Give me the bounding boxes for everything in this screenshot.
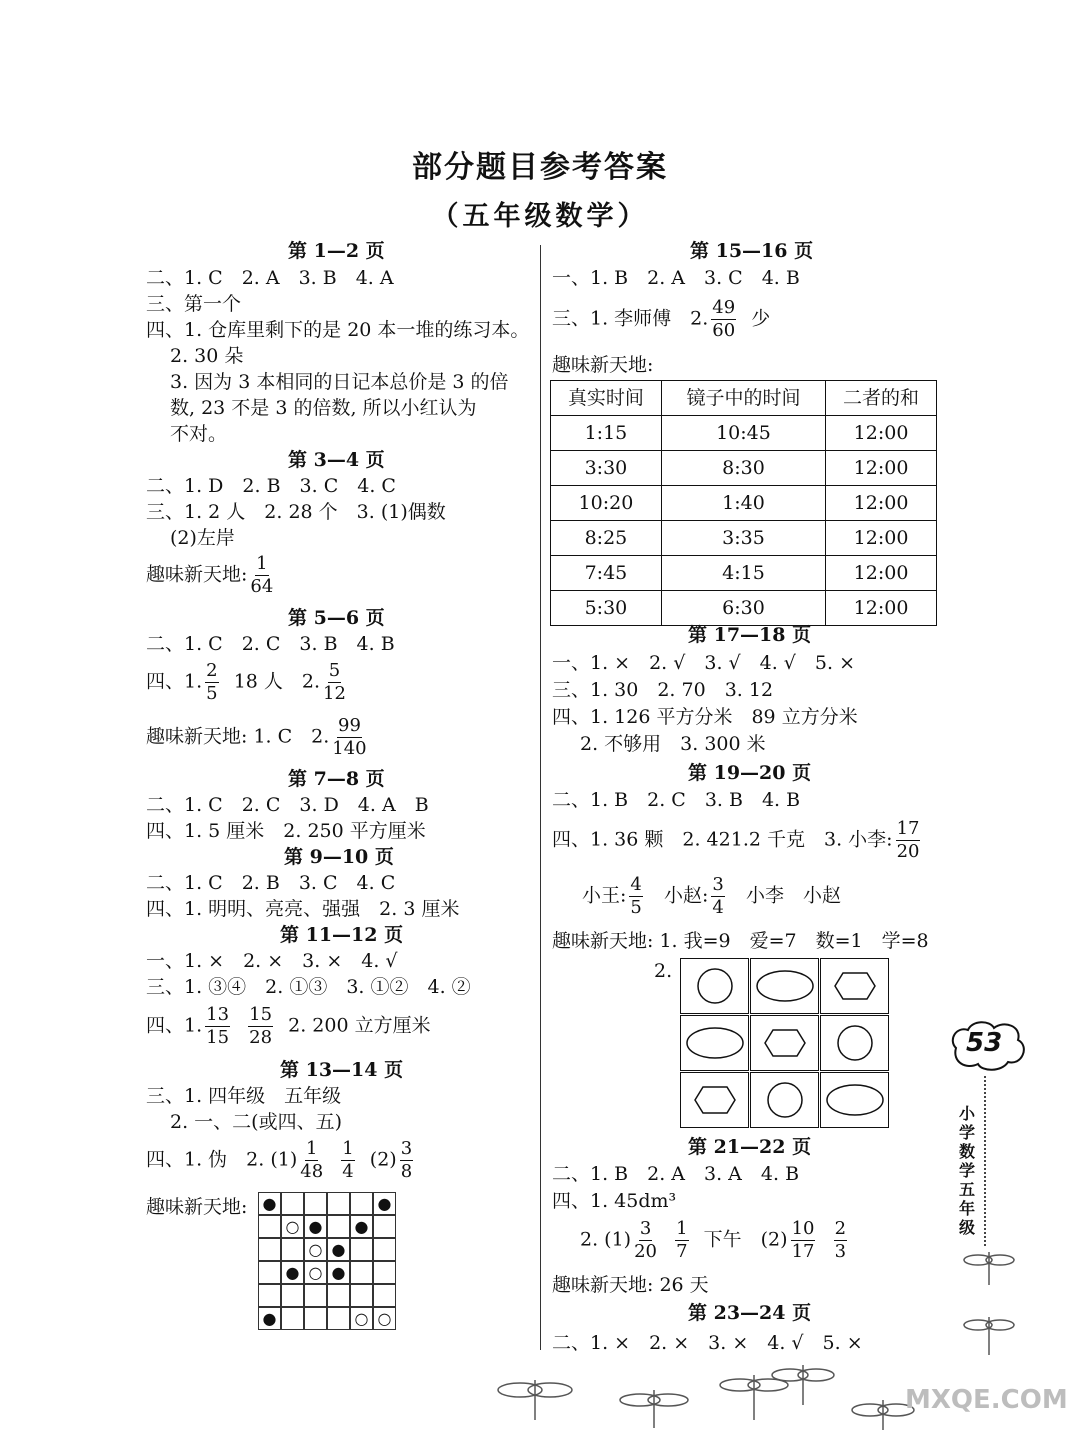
fraction xyxy=(323,660,346,705)
denominator: 15 xyxy=(206,1027,230,1048)
fraction xyxy=(711,297,736,342)
fun-label: 趣味新天地: xyxy=(146,563,248,586)
answer-line: 二、1. C 2. B 3. C 4. C xyxy=(146,872,396,894)
fraction xyxy=(400,1138,413,1183)
section-header: 第 21—22 页 xyxy=(688,1136,812,1158)
page-number: 53 xyxy=(966,1028,1003,1058)
answer-line: 三、1. ③④ 2. ①③ 3. ①② 4. ② xyxy=(146,976,471,998)
table-cell: 5:30 xyxy=(551,591,662,626)
question-prefix: 三、1. 李师傅 2. xyxy=(552,307,709,330)
denominator: 28 xyxy=(249,1027,273,1048)
answer-line: 二、1. × 2. × 3. × 4. √ 5. × xyxy=(552,1332,863,1354)
answer-line: 二、1. B 2. A 3. A 4. B xyxy=(552,1163,800,1185)
denominator: 4 xyxy=(712,897,724,918)
table-cell: 4:15 xyxy=(661,556,825,591)
section-header: 第 19—20 页 xyxy=(688,762,812,784)
table-cell: 6:30 xyxy=(661,591,825,626)
grid-cell xyxy=(281,1192,304,1215)
answer-text: 少 xyxy=(751,307,771,330)
white-stone-icon: ○ xyxy=(281,1215,304,1238)
denominator: 20 xyxy=(634,1241,657,1262)
white-stone-icon: ○ xyxy=(373,1307,396,1330)
table-cell: 1:40 xyxy=(661,486,825,521)
answer-line: 2. xyxy=(654,960,673,982)
table-row xyxy=(551,451,937,486)
grid-cell xyxy=(373,1215,396,1238)
section-header: 第 5—6 页 xyxy=(288,607,385,629)
table-cell: 8:30 xyxy=(661,451,825,486)
answer-line: 四、1. 仓库里剩下的是 20 本一堆的练习本。 xyxy=(146,319,530,341)
dotted-line xyxy=(984,1076,986,1246)
answer-line: 二、1. B 2. C 3. B 4. B xyxy=(552,789,801,811)
denominator: 5 xyxy=(206,683,218,704)
black-stone-icon: ● xyxy=(258,1307,281,1330)
fraction xyxy=(341,1138,354,1183)
table-row xyxy=(551,416,937,451)
answer-line: 2. 一、二(或四、五) xyxy=(170,1111,342,1133)
table-cell: 3:35 xyxy=(661,521,825,556)
answer-line xyxy=(552,297,770,342)
grid-cell xyxy=(281,1307,304,1330)
fraction xyxy=(711,874,724,919)
denominator: 64 xyxy=(250,576,274,597)
question-prefix: 四、1. xyxy=(146,1014,203,1037)
grid-cell xyxy=(373,1261,396,1284)
table-cell: 10:45 xyxy=(661,416,825,451)
question-prefix: 四、1. 伪 2. (1) xyxy=(146,1148,298,1171)
denominator: 12 xyxy=(323,683,346,704)
hexagon-shape-icon xyxy=(820,958,889,1014)
section-header: 第 1—2 页 xyxy=(288,240,385,262)
answer-line xyxy=(582,874,841,919)
table-cell: 12:00 xyxy=(826,451,937,486)
white-stone-icon: ○ xyxy=(304,1261,327,1284)
grid-cell xyxy=(327,1307,350,1330)
answer-line: 趣味新天地: 1. 我=9 爱=7 数=1 学=8 xyxy=(552,930,929,952)
numerator: 1 xyxy=(256,553,268,574)
grid-cell xyxy=(327,1192,350,1215)
numerator: 2 xyxy=(834,1218,847,1239)
grid-cell xyxy=(373,1238,396,1261)
numerator: 2 xyxy=(206,660,218,681)
question-prefix: 四、1. xyxy=(146,670,203,693)
circle-shape-icon xyxy=(750,1072,819,1128)
section-header: 第 15—16 页 xyxy=(690,240,814,262)
answer-line: 数, 23 不是 3 的倍数, 所以小红认为 xyxy=(170,397,477,419)
numerator: 99 xyxy=(338,715,361,736)
grid-cell xyxy=(258,1284,281,1307)
fraction xyxy=(834,1218,847,1263)
answer-line: 三、第一个 xyxy=(146,293,242,315)
denominator: 5 xyxy=(630,897,642,918)
answer-text: (2) xyxy=(369,1148,397,1171)
section-header: 第 7—8 页 xyxy=(288,768,385,790)
answer-line: 一、1. × 2. × 3. × 4. √ xyxy=(146,950,398,972)
section-header: 第 11—12 页 xyxy=(280,924,404,946)
grid-cell xyxy=(350,1284,373,1307)
hexagon-shape-icon xyxy=(750,1015,819,1071)
hexagon-shape-icon xyxy=(680,1072,749,1128)
grid-cell xyxy=(350,1192,373,1215)
table-row xyxy=(551,556,937,591)
denominator: 140 xyxy=(332,738,367,759)
question-prefix: 2. (1) xyxy=(580,1228,632,1251)
answer-line: 三、1. 30 2. 70 3. 12 xyxy=(552,679,774,701)
grid-cell xyxy=(304,1307,327,1330)
black-stone-icon: ● xyxy=(327,1238,350,1261)
grid-cell xyxy=(281,1284,304,1307)
column-divider xyxy=(540,245,541,1350)
denominator: 7 xyxy=(676,1241,688,1262)
answer-line: 三、1. 2 人 2. 28 个 3. (1)偶数 xyxy=(146,501,446,523)
numerator: 17 xyxy=(896,818,920,839)
table-cell: 12:00 xyxy=(826,416,937,451)
answer-line xyxy=(146,553,276,598)
white-stone-icon: ○ xyxy=(350,1307,373,1330)
watermark: MXQE.COM xyxy=(905,1385,1068,1415)
table-cell: 1:15 xyxy=(551,416,662,451)
answer-line: 四、1. 126 平方分米 89 立方分米 xyxy=(552,706,858,728)
numerator: 1 xyxy=(342,1138,354,1159)
answer-line: 四、1. 明明、亮亮、强强 2. 3 厘米 xyxy=(146,898,460,920)
circle-shape-icon xyxy=(820,1015,889,1071)
grid-cell xyxy=(304,1192,327,1215)
table-header: 二者的和 xyxy=(826,381,937,416)
table-cell: 12:00 xyxy=(826,591,937,626)
answer-line xyxy=(146,660,349,705)
fraction xyxy=(332,715,366,760)
answer-line: 二、1. C 2. C 3. D 4. A B xyxy=(146,794,429,816)
grid-cell xyxy=(350,1261,373,1284)
black-stone-icon: ● xyxy=(304,1215,327,1238)
answer-line: 三、1. 四年级 五年级 xyxy=(146,1085,342,1107)
denominator: 3 xyxy=(834,1241,847,1262)
ellipse-shape-icon xyxy=(820,1072,889,1128)
answer-line: 2. 30 朵 xyxy=(170,345,244,367)
answer-line xyxy=(146,1138,416,1183)
black-stone-icon: ● xyxy=(327,1261,350,1284)
denominator: 4 xyxy=(342,1161,354,1182)
table-cell: 12:00 xyxy=(826,521,937,556)
ellipse-shape-icon xyxy=(680,1015,749,1071)
table-header-row xyxy=(551,381,937,416)
grid-cell xyxy=(373,1284,396,1307)
numerator: 1 xyxy=(676,1218,688,1239)
answer-text: 小王: xyxy=(582,884,627,907)
answer-line: 二、1. D 2. B 3. C 4. C xyxy=(146,475,396,497)
answer-text: 2. 200 立方厘米 xyxy=(288,1014,431,1037)
mirror-time-table xyxy=(550,380,937,626)
denominator: 8 xyxy=(400,1161,413,1182)
numerator: 5 xyxy=(328,660,341,681)
numerator: 15 xyxy=(249,1004,273,1025)
table-cell: 3:30 xyxy=(551,451,662,486)
fraction xyxy=(250,553,273,598)
grid-cell xyxy=(281,1238,304,1261)
table-row xyxy=(551,486,937,521)
answer-line: 二、1. C 2. A 3. B 4. A xyxy=(146,267,394,289)
black-stone-icon: ● xyxy=(373,1192,396,1215)
answer-text: 小李 小赵 xyxy=(745,884,841,907)
grid-cell xyxy=(258,1261,281,1284)
table-row xyxy=(551,591,937,626)
denominator: 17 xyxy=(791,1241,815,1262)
answer-line: 不对。 xyxy=(170,423,228,445)
table-header: 真实时间 xyxy=(551,381,662,416)
side-label: 小学数学五年级 xyxy=(958,1104,975,1237)
black-stone-icon: ● xyxy=(258,1192,281,1215)
numerator: 4 xyxy=(630,874,642,895)
ellipse-shape-icon xyxy=(750,958,819,1014)
table-cell: 7:45 xyxy=(551,556,662,591)
answer-text: 18 人 2. xyxy=(233,670,321,693)
answer-text: 小赵: xyxy=(663,884,709,907)
fun-label: 趣味新天地: xyxy=(146,1196,248,1218)
black-stone-icon: ● xyxy=(281,1261,304,1284)
answer-line xyxy=(146,715,370,760)
denominator: 60 xyxy=(712,320,736,341)
answer-line: 四、1. 5 厘米 2. 250 平方厘米 xyxy=(146,820,426,842)
grid-cell xyxy=(258,1238,281,1261)
answer-line: 一、1. × 2. √ 3. √ 4. √ 5. × xyxy=(552,652,855,674)
numerator: 3 xyxy=(712,874,724,895)
numerator: 10 xyxy=(791,1218,815,1239)
fraction xyxy=(791,1218,816,1263)
grid-cell xyxy=(327,1284,350,1307)
section-header: 第 23—24 页 xyxy=(688,1302,812,1324)
page-subtitle: （五年级数学） xyxy=(431,201,649,232)
numerator: 3 xyxy=(639,1218,652,1239)
grid-cell xyxy=(350,1238,373,1261)
page-title: 部分题目参考答案 xyxy=(412,150,668,185)
table-header: 镜子中的时间 xyxy=(661,381,825,416)
white-stone-icon: ○ xyxy=(304,1238,327,1261)
numerator: 1 xyxy=(305,1138,318,1159)
fraction xyxy=(205,1004,230,1049)
answer-line xyxy=(580,1218,850,1263)
fraction xyxy=(896,818,921,863)
numerator: 3 xyxy=(400,1138,413,1159)
answer-line xyxy=(552,818,923,863)
question-prefix: 四、1. 36 颗 2. 421.2 千克 3. 小李: xyxy=(552,828,893,851)
black-stone-icon: ● xyxy=(350,1215,373,1238)
numerator: 13 xyxy=(206,1004,230,1025)
fraction xyxy=(675,1218,688,1263)
numerator: 49 xyxy=(712,297,736,318)
fraction xyxy=(629,874,642,919)
answer-line: 趣味新天地: 26 天 xyxy=(552,1274,709,1296)
fraction xyxy=(300,1138,323,1183)
section-header: 第 9—10 页 xyxy=(284,846,394,868)
answer-line: 一、1. B 2. A 3. C 4. B xyxy=(552,267,800,289)
grid-cell xyxy=(327,1215,350,1238)
circle-shape-icon xyxy=(680,958,749,1014)
answer-line: (2)左岸 xyxy=(170,527,235,549)
section-header: 第 3—4 页 xyxy=(288,449,385,471)
answer-line xyxy=(146,1004,431,1049)
answer-line: 四、1. 45dm³ xyxy=(552,1190,677,1212)
answer-text: 下午 (2) xyxy=(703,1228,788,1251)
grid-cell xyxy=(304,1284,327,1307)
fraction xyxy=(248,1004,273,1049)
fraction xyxy=(634,1218,657,1263)
section-header: 第 17—18 页 xyxy=(688,624,812,646)
grid-cell xyxy=(258,1215,281,1238)
table-row xyxy=(551,521,937,556)
table-cell: 12:00 xyxy=(826,486,937,521)
section-header: 第 13—14 页 xyxy=(280,1059,404,1081)
fun-label: 趣味新天地: xyxy=(552,354,654,376)
dragonfly-side-icon xyxy=(960,1230,1020,1360)
answer-line: 二、1. C 2. C 3. B 4. B xyxy=(146,633,395,655)
answer-line: 2. 不够用 3. 300 米 xyxy=(580,733,766,755)
fraction xyxy=(205,660,218,705)
denominator: 48 xyxy=(300,1161,324,1182)
fun-label: 趣味新天地: 1. C 2. xyxy=(146,725,330,748)
answer-line: 3. 因为 3 本相同的日记本总价是 3 的倍 xyxy=(170,371,509,393)
table-cell: 8:25 xyxy=(551,521,662,556)
table-cell: 10:20 xyxy=(551,486,662,521)
denominator: 20 xyxy=(896,841,920,862)
table-cell: 12:00 xyxy=(826,556,937,591)
